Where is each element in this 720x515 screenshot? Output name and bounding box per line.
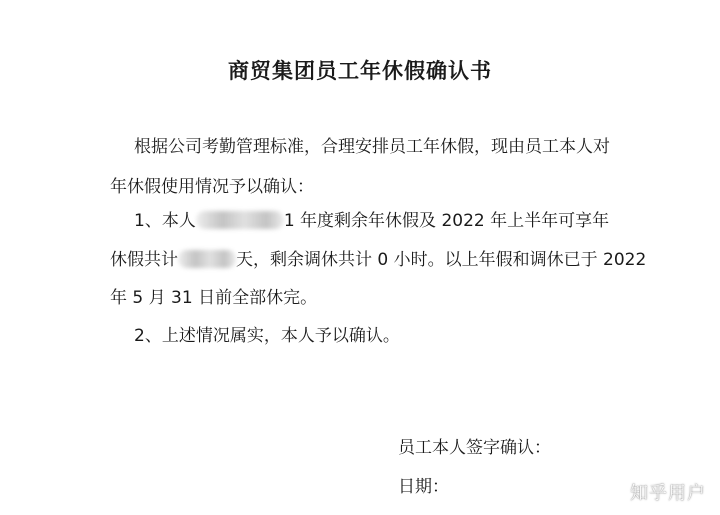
item-1-year-text: 1 年度剩余年休假及 2022 年上半年可享年 bbox=[283, 211, 610, 231]
intro-line-1: 根据公司考勤管理标准，合理安排员工年休假，现由员工本人对 bbox=[134, 137, 610, 157]
item-1-line-2 bbox=[110, 249, 646, 271]
redacted-name-blur bbox=[196, 211, 284, 229]
watermark-text: 知乎用户 bbox=[630, 483, 706, 504]
item-1-line-1 bbox=[134, 210, 609, 232]
item-1-line-2-rest: 天，剩余调休共计 0 小时。以上年假和调休已于 2022 bbox=[236, 250, 647, 270]
intro-line-2: 年休假使用情况予以确认： bbox=[110, 177, 314, 197]
item-2: 2、上述情况属实，本人予以确认。 bbox=[134, 326, 400, 346]
item-1-line-2-prefix: 休假共计 bbox=[110, 250, 178, 270]
item-1-line-3: 年 5 月 31 日前全部休完。 bbox=[110, 288, 318, 308]
item-1-prefix: 1、本人 bbox=[134, 211, 196, 231]
redacted-days-blur bbox=[178, 250, 236, 268]
date-label: 日期： bbox=[398, 477, 449, 497]
signature-label: 员工本人签字确认： bbox=[398, 438, 551, 458]
document-title: 商贸集团员工年休假确认书 bbox=[228, 59, 492, 83]
